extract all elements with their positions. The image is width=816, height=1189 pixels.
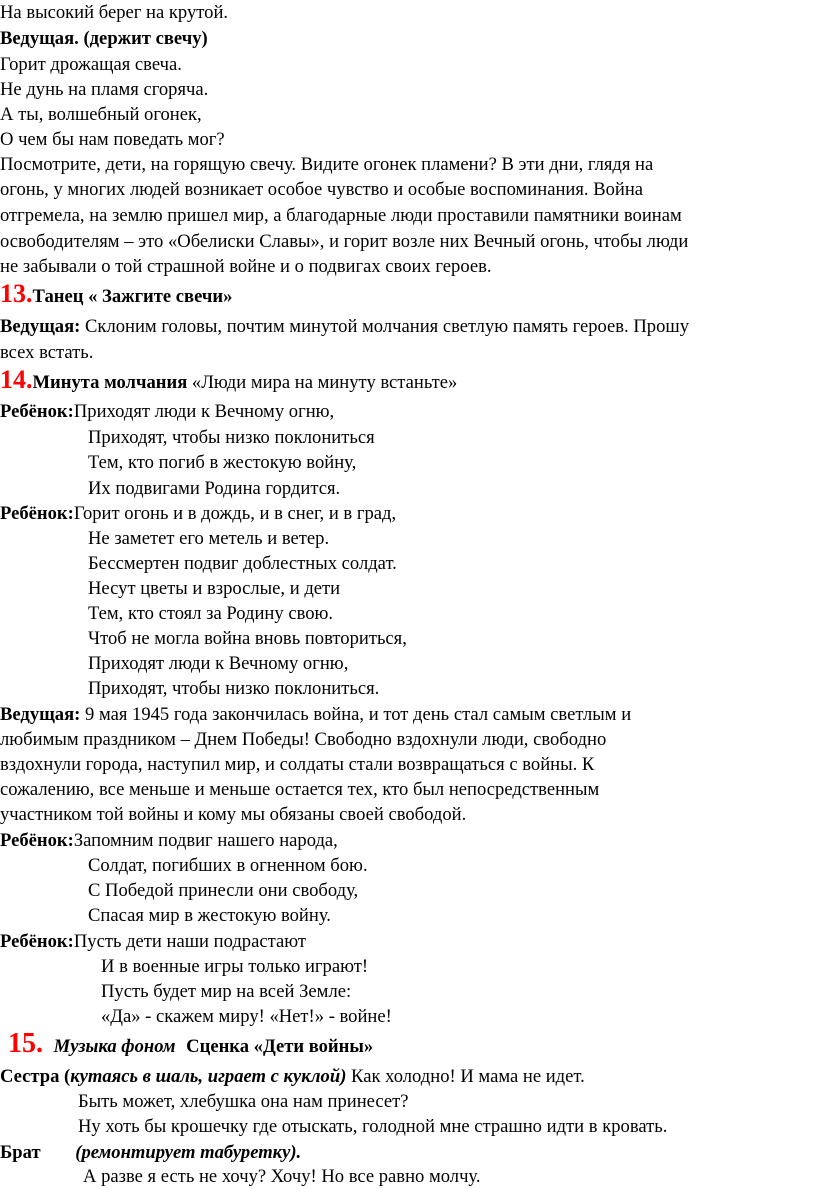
verse-line: Не заметет его метель и ветер. (88, 528, 330, 549)
paragraph-line: огонь, у многих людей возникает особое чувство и особые воспоминания. Война (0, 179, 644, 200)
speaker-label: Брат (0, 1142, 41, 1163)
paragraph-line: освободителям – это «Обелиски Славы», и горит возле них Вечный огонь, чтобы люди (0, 231, 689, 252)
verse-line: С Победой принесли они свободу, (88, 880, 359, 901)
section-subtitle: «Люди мира на минуту встаньте» (187, 372, 458, 393)
verse-line: Приходят люди к Вечному огню, (88, 653, 349, 674)
child-line (0, 929, 306, 954)
section-number: 15. (8, 1028, 43, 1059)
section-14-heading (0, 367, 457, 395)
verse-line: Приходят, чтобы низко поклониться (88, 427, 375, 448)
verse-line: Не дунь на пламя сгоряча. (0, 79, 209, 100)
paragraph-line: Посмотрите, дети, на горящую свечу. Видите огонек пламени? В эти дни, глядя на (0, 154, 654, 175)
verse-line: Бессмертен подвиг доблестных солдат. (88, 553, 397, 574)
verse-text: Горит огонь и в дождь, и в снег, и в град, (73, 503, 397, 524)
speaker-label: Ребёнок: (0, 401, 74, 422)
verse-line: Тем, кто погиб в жестокую войну, (88, 452, 357, 473)
child-line (0, 399, 334, 424)
section-number: 14. (0, 365, 33, 394)
verse-text: Приходят люди к Вечному огню, (73, 401, 335, 422)
speaker-label: Сестра ( (0, 1066, 71, 1087)
music-note: Музыка фоном (53, 1036, 176, 1057)
verse-line: Приходят, чтобы низко поклониться. (88, 678, 380, 699)
paragraph-line: всех встать. (0, 342, 94, 363)
verse-line: Горит дрожащая свеча. (0, 54, 182, 75)
brother-line (0, 1140, 301, 1165)
speech-text: Склоним головы, почтим минутой молчания светлую память героев. Прошу (80, 316, 689, 337)
speech-text: Как холодно! И мама не идет. (346, 1066, 585, 1087)
speech-line: Быть может, хлебушка она нам принесет? (78, 1091, 409, 1112)
verse-line: Чтоб не могла война вновь повториться, (88, 628, 407, 649)
verse-line: Спасая мир в жестокую войну. (88, 905, 331, 926)
verse-line: Пусть будет мир на всей Земле: (101, 981, 352, 1002)
section-title: Минута молчания (32, 372, 188, 393)
speaker-label: Ребёнок: (0, 830, 74, 851)
speaker-label: Ведущая: (0, 316, 81, 337)
host-line (0, 702, 631, 727)
speaker-label: Ребёнок: (0, 931, 74, 952)
section-title: Танец « Зажгите свечи» (32, 286, 233, 307)
verse-line: Их подвигами Родина гордится. (88, 478, 341, 499)
verse-text: Запомним подвиг нашего народа, (73, 830, 338, 851)
paragraph-line: любимым праздником – Днем Победы! Свободно вздохнули люди, свободно (0, 729, 607, 750)
verse-line: И в военные игры только играют! (101, 956, 369, 977)
paragraph-line: отгремела, на землю пришел мир, а благодарные люди проставили памятники воинам (0, 205, 682, 226)
speaker-label: Ведущая: (0, 704, 81, 725)
sister-line (0, 1064, 585, 1089)
verse-line: Несут цветы и взрослые, и дети (88, 578, 341, 599)
section-title: Сценка «Дети войны» (186, 1036, 374, 1057)
verse-text: Пусть дети наши подрастают (73, 931, 306, 952)
child-line (0, 501, 396, 526)
section-15-heading (8, 1028, 374, 1059)
verse-line: «Да» - скажем миру! «Нет!» - войне! (101, 1006, 392, 1027)
paragraph-line: участником той войны и кому мы обязаны своей свободой. (0, 804, 467, 825)
speech-text: 9 мая 1945 года закончилась война, и тот день стал самым светлым и (80, 704, 632, 725)
host-line (0, 314, 689, 339)
section-13-heading (0, 281, 232, 309)
verse-line: Солдат, погибших в огненном бою. (88, 855, 368, 876)
section-number: 13. (0, 279, 33, 308)
verse-line: На высокий берег на крутой. (0, 2, 229, 23)
verse-line: О чем бы нам поведать мог? (0, 129, 225, 150)
stage-direction: (ремонтирует табуретку). (75, 1142, 302, 1163)
host-heading: Ведущая. (держит свечу) (0, 28, 208, 49)
speaker-label: Ребёнок: (0, 503, 74, 524)
speech-line: А разве я есть не хочу? Хочу! Но все равно молчу. (83, 1166, 481, 1187)
paragraph-line: сожалению, все меньше и меньше остается тех, кто был непосредственным (0, 779, 600, 800)
paragraph-line: вздохнули города, наступил мир, и солдаты стали возвращаться с войны. К (0, 754, 595, 775)
verse-line: А ты, волшебный огонек, (0, 104, 202, 125)
paragraph-line: не забывали о той страшной войне и о подвигах своих героев. (0, 256, 492, 277)
child-line (0, 828, 338, 853)
verse-line: Тем, кто стоял за Родину свою. (88, 603, 334, 624)
speech-line: Ну хоть бы крошечку где отыскать, голодной мне страшно идти в кровать. (78, 1116, 668, 1137)
stage-direction: кутаясь в шаль, играет с куклой) (70, 1066, 347, 1087)
